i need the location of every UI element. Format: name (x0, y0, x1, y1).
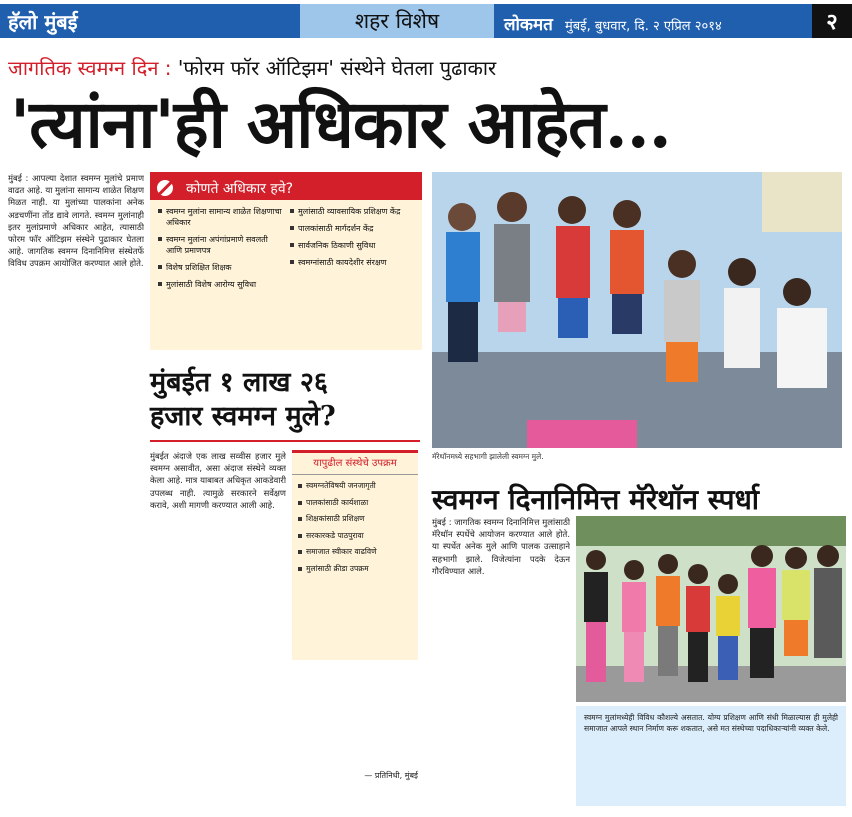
list-item: विशेष प्रशिक्षित शिक्षक (158, 262, 286, 273)
list-item: मुलांसाठी विशेष आरोग्य सुविधा (158, 279, 286, 290)
list-item: समाजात स्वीकार वाढविणे (298, 547, 412, 558)
main-headline: 'त्यांना'ही अधिकार आहेत... (10, 85, 671, 163)
subheadline (150, 366, 336, 434)
rights-box-header (150, 176, 422, 200)
list-item: सरकारकडे पाठपुरावा (298, 531, 412, 542)
list-item: स्वमग्न मुलांना अपंगांप्रमाणे सवलती आणि प्रमाणपत्र (158, 234, 286, 256)
article-column-3 (432, 516, 570, 806)
marathon-headline: स्वमग्न दिनानिमित्त मॅरेथॉन स्पर्धा (432, 483, 760, 516)
list-item: मुलांसाठी क्रीडा उपक्रम (298, 564, 412, 575)
article-body-2: मुंबईत अंदाजे एक लाख सव्वीस हजार मुले स्वमग्न असावीत, असा अंदाज संस्थेने व्यक्त केला आहे. मात्र याबाबत अधिकृत आकडेवारी उपलब्ध नाही. त्यामुळे सरकारने सर्वेक्षण करावे, अशी मागणी करण्यात आली आहे. (150, 451, 286, 510)
list-item: पालकांसाठी कार्यशाळा (298, 498, 412, 509)
rights-box-title: कोणते अधिकार हवे? (186, 181, 294, 197)
rights-list-right (290, 206, 418, 274)
photo-illustration (432, 172, 842, 448)
photo-children-podium (432, 172, 842, 448)
article-column-2 (150, 450, 286, 805)
section-left-label: हॅलो मुंबई (0, 4, 300, 38)
article-body-1: मुंबई : आपल्या देशात स्वमग्न मुलांचे प्रमाण वाढत आहे. या मुलांना सामान्य शाळेत शिक्षण मिळत नाही. या मुलांच्या पालकांना अनेक अडचणींना तोंड द्यावे लागते. स्वमग्न मुलांनाही इतर मुलांप्रमाणे अधिकार आहेत, त्यासाठी फोरम फॉर ऑटिझम संस्थेने पुढाकार घेतला आहे. जागतिक स्वमग्न दिनानिमित्त संस्थेतर्फे विविध उपक्रम आयोजित करण्यात आले होते. (8, 173, 144, 269)
masthead-strip (494, 4, 812, 38)
list-item: मुलांसाठी व्यावसायिक प्रशिक्षण केंद्र (290, 206, 418, 217)
photo-illustration (576, 516, 846, 702)
byline: — प्रतिनिधी, मुंबई (364, 771, 418, 780)
info-box: स्वमग्न मुलांमध्येही विविध कौशल्ये असतात. योग्य प्रशिक्षण आणि संधी मिळाल्यास ही मुलेही समाजात आपले स्थान निर्माण करू शकतात, असे मत संस्थेच्या पदाधिकाऱ्यांनी व्यक्त केले. (576, 706, 846, 806)
activities-box-title: यापुढील संस्थेचे उपक्रम (292, 453, 418, 475)
article-body-3: मुंबई : जागतिक स्वमग्न दिनानिमित्त मुलांसाठी मॅरेथॉन स्पर्धेचे आयोजन करण्यात आले होते. या स्पर्धेत अनेक मुले आणि पालक उत्साहाने सहभागी झाले. विजेत्यांना पदके देऊन गौरविण्यात आले. (432, 517, 570, 576)
list-item: सार्वजनिक ठिकाणी सुविधा (290, 240, 418, 251)
kicker-highlight: जागतिक स्वमग्न दिन : (8, 56, 172, 80)
subheadline-line-2: हजार स्वमग्न मुले? (150, 400, 336, 432)
photo-marathon-children (576, 516, 846, 702)
page-number: २ (812, 4, 852, 38)
list-item: शिक्षकांसाठी प्रशिक्षण (298, 514, 412, 525)
list-item: स्वमग्नतेविषयी जनजागृती (298, 481, 412, 492)
subheadline-line-1: मुंबईत १ लाख २६ (150, 367, 328, 398)
list-item: स्वमग्न मुलांना सामान्य शाळेत शिक्षणाचा अधिकार (158, 206, 286, 228)
dateline: मुंबई, बुधवार, दि. २ एप्रिल २०१४ (564, 19, 722, 34)
divider (150, 440, 420, 442)
kicker-text: 'फोरम फॉर ऑटिझम' संस्थेने घेतला पुढाकार (177, 56, 497, 80)
article-column-1 (8, 172, 144, 802)
list-item: पालकांसाठी मार्गदर्शन केंद्र (290, 223, 418, 234)
section-center-label: शहर विशेष (300, 4, 494, 38)
kicker (8, 54, 496, 81)
rights-box (150, 172, 422, 350)
activities-box (292, 450, 418, 660)
activities-list (292, 475, 418, 586)
rights-list-left (158, 206, 286, 296)
stop-sign-icon (154, 177, 176, 199)
brand-logo: लोकमत (504, 15, 553, 35)
list-item: स्वमग्नांसाठी कायदेशीर संरक्षण (290, 257, 418, 268)
photo-caption: मॅरेथॉनमध्ये सहभागी झालेली स्वमग्न मुले. (432, 452, 544, 461)
